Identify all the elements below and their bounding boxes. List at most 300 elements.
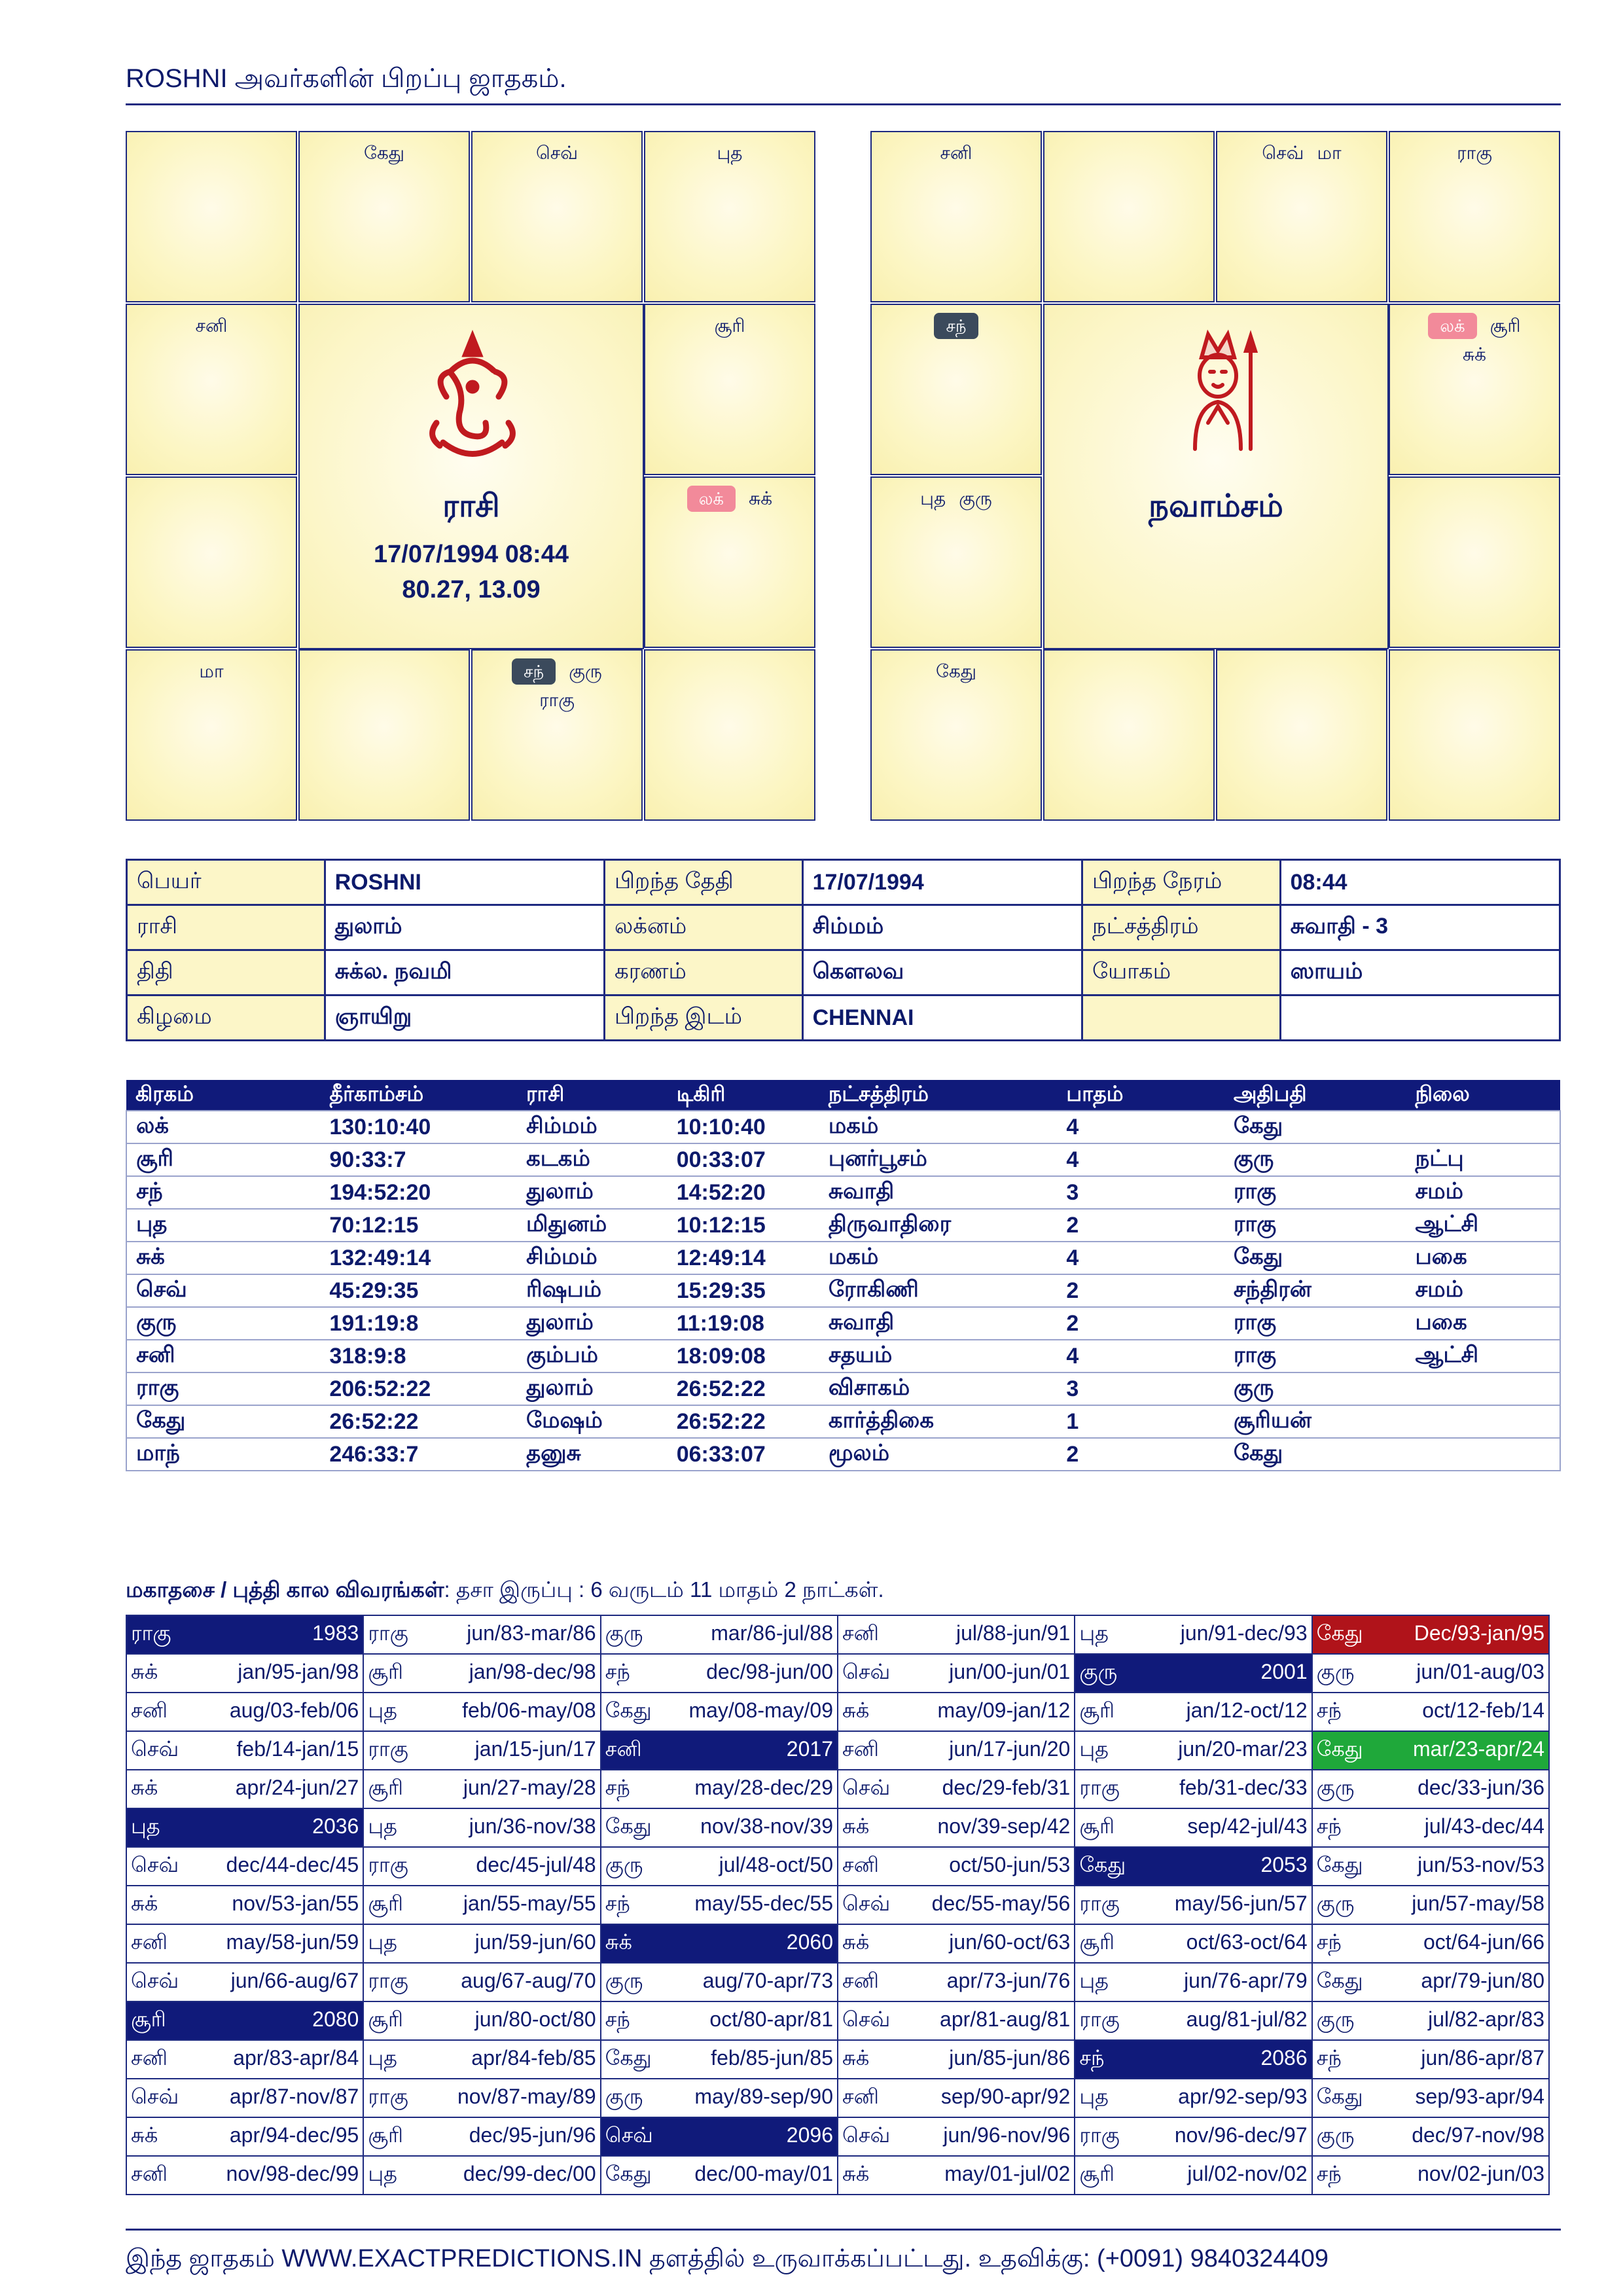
house-cell — [644, 649, 815, 821]
planet-table-cell: சமம் — [1406, 1274, 1560, 1307]
dasa-planet: குரு — [1316, 1776, 1355, 1799]
dasa-planet: குரு — [1316, 2123, 1355, 2147]
planet-table-cell: ஆட்சி — [1406, 1209, 1560, 1242]
planet-label: சூரி — [1489, 315, 1521, 336]
dasa-table — [126, 1615, 1550, 2195]
bhukti-cell — [1075, 1886, 1311, 1924]
bhukti-cell — [601, 1963, 838, 2001]
dasa-planet: புத — [1079, 1969, 1109, 1992]
dasa-row — [126, 1847, 1549, 1886]
planet-table-cell: ராகு — [1224, 1209, 1406, 1242]
dasa-planet: குரு — [1079, 1660, 1118, 1683]
dasa-planet: சுக் — [131, 1776, 158, 1799]
planet-badge: சந் — [512, 658, 556, 685]
dasa-period: jun/17-jun/20 — [949, 1737, 1071, 1761]
dasa-planet: சனி — [842, 1853, 879, 1876]
navamsa-title: நவாம்சம் — [1149, 489, 1283, 524]
dasa-planet: குரு — [1316, 1660, 1355, 1683]
dasa-period: apr/79-jun/80 — [1421, 1969, 1544, 1992]
dasa-heading — [126, 1577, 884, 1605]
bhukti-cell — [838, 1731, 1075, 1770]
dasa-planet: புத — [131, 1814, 160, 1838]
house-planets — [872, 139, 1041, 168]
dasa-planet: செவ் — [131, 2085, 179, 2108]
dasa-period: 2017 — [786, 1737, 833, 1761]
dasa-planet: செவ் — [131, 1737, 179, 1761]
info-label — [1082, 996, 1280, 1041]
dasa-period: jan/12-oct/12 — [1186, 1698, 1308, 1722]
planet-table-cell: தனுசு — [517, 1438, 668, 1471]
dasa-period: nov/39-sep/42 — [937, 1814, 1071, 1838]
house-cell — [471, 649, 643, 821]
planet-table-row — [126, 1307, 1560, 1340]
planet-table-row — [126, 1242, 1560, 1274]
dasa-planet: சனி — [842, 1621, 879, 1645]
bhukti-cell — [1312, 1693, 1549, 1731]
dasa-period: jun/83-mar/86 — [467, 1621, 596, 1645]
dasa-period: jan/55-may/55 — [463, 1892, 596, 1915]
planet-table-cell: 12:49:14 — [668, 1242, 819, 1274]
bhukti-cell — [363, 1847, 600, 1886]
planet-table-cell: 194:52:20 — [320, 1176, 517, 1209]
house-planets — [127, 657, 296, 686]
bhukti-cell — [1312, 1770, 1549, 1808]
dasa-planet: சுக் — [131, 1892, 158, 1915]
dasa-period: feb/31-dec/33 — [1179, 1776, 1308, 1799]
bhukti-cell — [126, 1924, 363, 1963]
dasa-planet: கேது — [1316, 1853, 1363, 1876]
dasa-planet: புத — [1079, 1621, 1109, 1645]
dasa-period: oct/12-feb/14 — [1422, 1698, 1544, 1722]
dasa-planet: சந் — [605, 1892, 630, 1915]
info-value: சுவாதி - 3 — [1280, 905, 1560, 950]
house-planets — [127, 312, 296, 340]
planet-table-cell: 11:19:08 — [668, 1307, 819, 1340]
planet-table-cell — [1406, 1438, 1560, 1471]
bhukti-cell — [363, 1615, 600, 1654]
house-cell — [644, 476, 815, 648]
dasa-period: jun/53-nov/53 — [1418, 1853, 1544, 1876]
dasa-period: dec/99-dec/00 — [463, 2162, 596, 2185]
dasa-planet: சுக் — [842, 2162, 870, 2185]
planet-label: செவ் — [535, 143, 579, 163]
bhukti-cell — [838, 2156, 1075, 2195]
dasa-period: 2086 — [1260, 2046, 1308, 2070]
dasa-period: jan/95-jan/98 — [238, 1660, 359, 1683]
bhukti-cell — [363, 1963, 600, 2001]
dasa-period: jun/86-apr/87 — [1421, 2046, 1544, 2070]
bhukti-cell — [1075, 1808, 1311, 1847]
planet-table-cell: திருவாதிரை — [819, 1209, 1058, 1242]
info-label: கரணம் — [604, 950, 802, 996]
bhukti-cell — [1075, 1963, 1311, 2001]
footer-divider — [126, 2229, 1561, 2231]
rasi-chart — [126, 131, 817, 822]
mahadasa-cell — [1075, 1654, 1311, 1693]
house-cell — [870, 131, 1042, 302]
planet-table-cell: 4 — [1057, 1340, 1224, 1372]
planet-table-cell: 3 — [1057, 1176, 1224, 1209]
bhukti-cell — [126, 2040, 363, 2079]
house-cell — [1043, 131, 1215, 302]
planet-table-cell: சனி — [126, 1340, 320, 1372]
bhukti-cell — [126, 2156, 363, 2195]
dasa-period: dec/98-jun/00 — [706, 1660, 833, 1683]
bhukti-cell — [363, 1808, 600, 1847]
dasa-period: feb/14-jan/15 — [236, 1737, 359, 1761]
bhukti-cell — [838, 1924, 1075, 1963]
dasa-period: sep/93-apr/94 — [1415, 2085, 1544, 2108]
dasa-period: mar/86-jul/88 — [711, 1621, 833, 1645]
dasa-planet: கேது — [1079, 1853, 1126, 1876]
dasa-planet: சந் — [605, 1776, 630, 1799]
house-cell — [126, 476, 297, 648]
planet-table-cell: மகம் — [819, 1111, 1058, 1143]
dasa-planet: சூரி — [1079, 1698, 1115, 1722]
dasa-planet: ராகு — [1079, 2123, 1120, 2147]
house-planets — [872, 657, 1041, 686]
dasa-period: jan/15-jun/17 — [474, 1737, 596, 1761]
dasa-row — [126, 1731, 1549, 1770]
dasa-planet: புத — [368, 2162, 397, 2185]
dasa-heading-bold: மகாதசை / புத்தி கால விவரங்கள் — [126, 1577, 444, 1602]
bhukti-cell — [126, 1886, 363, 1924]
planet-table-row — [126, 1340, 1560, 1372]
house-planets — [645, 139, 814, 168]
planet-table-col-header: கிரகம் — [126, 1080, 320, 1111]
planet-table-cell: சந் — [126, 1176, 320, 1209]
house-cell — [870, 476, 1042, 648]
house-planets — [1217, 139, 1386, 168]
planet-table-row — [126, 1176, 1560, 1209]
planet-table-cell: 10:12:15 — [668, 1209, 819, 1242]
dasa-period: jun/91-dec/93 — [1180, 1621, 1308, 1645]
dasa-row — [126, 1924, 1549, 1963]
house-cell — [298, 131, 470, 302]
planet-label: குரு — [959, 488, 992, 509]
info-value — [1280, 996, 1560, 1041]
dasa-planet: கேது — [1316, 1969, 1363, 1992]
bhukti-cell — [1312, 1963, 1549, 2001]
dasa-period: may/08-may/09 — [688, 1698, 833, 1722]
bhukti-cell — [601, 1693, 838, 1731]
planet-table-cell: 90:33:7 — [320, 1143, 517, 1176]
dasa-period: jun/85-jun/86 — [949, 2046, 1071, 2070]
info-row — [127, 996, 1560, 1041]
rasi-date-time: 17/07/1994 08:44 — [374, 541, 569, 568]
info-label: நட்சத்திரம் — [1082, 905, 1280, 950]
bhukti-cell — [1075, 1693, 1311, 1731]
bhukti-cell — [1312, 2001, 1549, 2040]
dasa-planet: ராகு — [368, 2085, 408, 2108]
info-value: துலாம் — [325, 905, 604, 950]
planet-label: சூரி — [714, 315, 745, 336]
dasa-planet: சனி — [131, 1698, 168, 1722]
bhukti-cell — [838, 2079, 1075, 2117]
dasa-period: may/89-sep/90 — [694, 2085, 833, 2108]
planet-table-cell: நட்பு — [1406, 1143, 1560, 1176]
dasa-planet: சுக் — [842, 1814, 870, 1838]
planet-table-cell: 3 — [1057, 1372, 1224, 1405]
house-cell — [1389, 476, 1560, 648]
planet-label: குரு — [569, 661, 602, 681]
planet-table-cell: 26:52:22 — [668, 1405, 819, 1438]
bhukti-cell — [1312, 2117, 1549, 2156]
dasa-period: jul/02-nov/02 — [1187, 2162, 1308, 2185]
planet-table-cell: சுவாதி — [819, 1176, 1058, 1209]
dasa-planet: சுக் — [605, 1930, 632, 1954]
house-cell — [1216, 649, 1387, 821]
planet-table-cell: மாந் — [126, 1438, 320, 1471]
house-planets — [1390, 139, 1559, 168]
house-planets — [872, 484, 1041, 513]
dasa-planet: கேது — [1316, 1737, 1363, 1761]
bhukti-cell — [363, 1770, 600, 1808]
planet-table-cell: 26:52:22 — [320, 1405, 517, 1438]
house-planets — [1390, 312, 1559, 369]
planet-table-cell: சூரியன் — [1224, 1405, 1406, 1438]
dasa-period: aug/67-aug/70 — [461, 1969, 596, 1992]
planet-table-col-header: நிலை — [1406, 1080, 1560, 1111]
dasa-planet: ராகு — [1079, 2007, 1120, 2031]
mahadasa-cell — [601, 1731, 838, 1770]
house-cell — [471, 131, 643, 302]
navamsa-chart — [870, 131, 1561, 822]
planet-badge: சந் — [934, 313, 978, 339]
planet-label: சுக் — [749, 488, 773, 509]
dasa-period: nov/98-dec/99 — [226, 2162, 359, 2185]
planet-table-col-header: தீர்காம்சம் — [320, 1080, 517, 1111]
dasa-period: oct/63-oct/64 — [1186, 1930, 1308, 1954]
bhukti-cell — [1075, 2079, 1311, 2117]
planet-table-row — [126, 1143, 1560, 1176]
dasa-row — [126, 1770, 1549, 1808]
planet-table-col-header: டிகிரி — [668, 1080, 819, 1111]
planet-table-cell: 14:52:20 — [668, 1176, 819, 1209]
info-label: யோகம் — [1082, 950, 1280, 996]
dasa-period: jun/66-aug/67 — [230, 1969, 359, 1992]
bhukti-cell — [601, 2001, 838, 2040]
planet-table-row — [126, 1274, 1560, 1307]
dasa-planet: செவ் — [842, 1660, 891, 1683]
dasa-planet: கேது — [1316, 2085, 1363, 2108]
dasa-period: aug/81-jul/82 — [1186, 2007, 1308, 2031]
planet-table-cell: 06:33:07 — [668, 1438, 819, 1471]
header-divider — [126, 103, 1561, 105]
dasa-planet: குரு — [605, 1853, 643, 1876]
dasa-period: jul/82-apr/83 — [1428, 2007, 1544, 2031]
dasa-planet: குரு — [605, 1621, 643, 1645]
dasa-period: aug/70-apr/73 — [702, 1969, 833, 1992]
dasa-row — [126, 2001, 1549, 2040]
navamsa-center — [1043, 304, 1389, 649]
dasa-planet: புத — [368, 2046, 397, 2070]
planet-table-cell: கார்த்திகை — [819, 1405, 1058, 1438]
bhukti-cell — [126, 1693, 363, 1731]
mahadasa-cell — [126, 2001, 363, 2040]
dasa-planet: செவ் — [842, 2123, 891, 2147]
dasa-period: may/55-dec/55 — [694, 1892, 833, 1915]
footer-text: இந்த ஜாதகம் WWW.EXACTPREDICTIONS.IN தளத்தில் உருவாக்கப்பட்டது. உதவிக்கு: (+0091) 9840324409 — [126, 2245, 1329, 2272]
dasa-planet: சூரி — [368, 2007, 403, 2031]
planet-label: ராகு — [539, 690, 575, 710]
bhukti-cell — [363, 2079, 600, 2117]
info-value: ஸாயம் — [1280, 950, 1560, 996]
planet-table-cell: துலாம் — [517, 1176, 668, 1209]
dasa-planet: சுக் — [842, 1698, 870, 1722]
dasa-planet: ராகு — [368, 1621, 408, 1645]
planet-table-cell: கடகம் — [517, 1143, 668, 1176]
dasa-row — [126, 1808, 1549, 1847]
bhukti-cell — [1312, 1731, 1549, 1770]
dasa-period: dec/95-jun/96 — [469, 2123, 596, 2147]
dasa-period: dec/55-may/56 — [931, 1892, 1071, 1915]
bhukti-cell — [126, 1731, 363, 1770]
planet-table-cell: 130:10:40 — [320, 1111, 517, 1143]
planet-table-cell: கேது — [126, 1405, 320, 1438]
dasa-period: may/09-jan/12 — [937, 1698, 1071, 1722]
planet-table-cell: சிம்மம் — [517, 1242, 668, 1274]
planet-badge: லக் — [687, 486, 736, 512]
planet-label: ராகு — [1457, 143, 1492, 163]
planet-table-cell: 2 — [1057, 1438, 1224, 1471]
dasa-planet: சூரி — [368, 1776, 403, 1799]
dasa-planet: செவ் — [842, 1892, 891, 1915]
dasa-planet: சந் — [1316, 1698, 1342, 1722]
bhukti-cell — [1312, 1654, 1549, 1693]
dasa-period: oct/64-jun/66 — [1423, 1930, 1544, 1954]
dasa-period: apr/73-jun/76 — [946, 1969, 1071, 1992]
dasa-planet: கேது — [605, 1814, 652, 1838]
planet-table-cell: சிம்மம் — [517, 1111, 668, 1143]
planet-label: கேது — [363, 143, 405, 163]
house-planets — [645, 312, 814, 340]
dasa-period: aug/03-feb/06 — [229, 1698, 359, 1722]
info-label: பெயர் — [127, 860, 325, 905]
dasa-period: jun/36-nov/38 — [469, 1814, 596, 1838]
bhukti-cell — [601, 1654, 838, 1693]
planet-table-cell: 10:10:40 — [668, 1111, 819, 1143]
dasa-planet: புத — [368, 1930, 397, 1954]
mahadasa-cell — [601, 2117, 838, 2156]
birth-info-table — [126, 859, 1561, 1041]
planet-table-cell: மூலம் — [819, 1438, 1058, 1471]
info-value: சுக்ல. நவமி — [325, 950, 604, 996]
dasa-planet: சுக் — [131, 1660, 158, 1683]
planet-table-cell: குரு — [1224, 1372, 1406, 1405]
planet-table-cell: சந்திரன் — [1224, 1274, 1406, 1307]
dasa-period: jun/27-may/28 — [463, 1776, 596, 1799]
planet-table-cell: கேது — [1224, 1111, 1406, 1143]
dasa-period: jun/76-apr/79 — [1184, 1969, 1308, 1992]
planet-label: சனி — [940, 143, 972, 163]
dasa-period: jun/60-oct/63 — [949, 1930, 1071, 1954]
bhukti-cell — [838, 1654, 1075, 1693]
dasa-row — [126, 1963, 1549, 2001]
dasa-planet: சூரி — [1079, 1930, 1115, 1954]
dasa-planet: கேது — [1316, 1621, 1363, 1645]
dasa-planet: சனி — [842, 1969, 879, 1992]
bhukti-cell — [1312, 1886, 1549, 1924]
info-label: லக்னம் — [604, 905, 802, 950]
dasa-period: jul/48-oct/50 — [719, 1853, 833, 1876]
dasa-planet: சுக் — [131, 2123, 158, 2147]
planet-table-cell: பகை — [1406, 1307, 1560, 1340]
info-label: ராசி — [127, 905, 325, 950]
planet-table-cell: ராகு — [1224, 1307, 1406, 1340]
bhukti-cell — [1075, 1770, 1311, 1808]
bhukti-cell — [838, 2001, 1075, 2040]
bhukti-cell — [601, 2040, 838, 2079]
bhukti-cell — [1075, 1615, 1311, 1654]
dasa-period: may/28-dec/29 — [694, 1776, 833, 1799]
info-row — [127, 950, 1560, 996]
info-value: 17/07/1994 — [802, 860, 1082, 905]
planet-table-cell: 70:12:15 — [320, 1209, 517, 1242]
planet-table-cell: 1 — [1057, 1405, 1224, 1438]
bhukti-cell — [1075, 1731, 1311, 1770]
dasa-period: jun/80-oct/80 — [474, 2007, 596, 2031]
dasa-planet: ராகு — [368, 1853, 408, 1876]
dasa-planet: சூரி — [368, 1660, 403, 1683]
dasa-planet: புத — [368, 1698, 397, 1722]
planet-table-col-header: ராசி — [517, 1080, 668, 1111]
dasa-planet: சந் — [1316, 2046, 1342, 2070]
planet-table-cell: பகை — [1406, 1242, 1560, 1274]
bhukti-cell — [601, 1770, 838, 1808]
planet-label: சுக் — [1462, 344, 1487, 365]
bhukti-cell — [1312, 1847, 1549, 1886]
info-row — [127, 860, 1560, 905]
dasa-period: 2053 — [1260, 1853, 1308, 1876]
dasa-planet: சனி — [131, 1930, 168, 1954]
bhukti-cell — [1075, 1924, 1311, 1963]
house-cell — [870, 649, 1042, 821]
planet-table-cell: 2 — [1057, 1209, 1224, 1242]
planet-table-cell: 4 — [1057, 1242, 1224, 1274]
dasa-planet: சூரி — [1079, 2162, 1115, 2185]
dasa-period: 2036 — [312, 1814, 359, 1838]
bhukti-cell — [363, 1654, 600, 1693]
dasa-planet: சூரி — [131, 2007, 166, 2031]
dasa-planet: குரு — [1316, 2007, 1355, 2031]
dasa-period: 1983 — [312, 1621, 359, 1645]
planet-table-cell: துலாம் — [517, 1372, 668, 1405]
planet-table-cell: ஆட்சி — [1406, 1340, 1560, 1372]
dasa-period: 2080 — [312, 2007, 359, 2031]
dasa-planet: புத — [1079, 2085, 1109, 2108]
planet-label: புத — [920, 488, 946, 509]
house-planets — [872, 312, 1041, 340]
dasa-planet: குரு — [605, 1969, 643, 1992]
house-cell — [126, 131, 297, 302]
planet-table-cell: 18:09:08 — [668, 1340, 819, 1372]
house-planets — [645, 484, 814, 513]
bhukti-cell — [838, 2040, 1075, 2079]
house-cell — [1389, 304, 1560, 475]
dasa-planet: சந் — [1316, 2162, 1342, 2185]
dasa-period: jul/88-jun/91 — [955, 1621, 1071, 1645]
bhukti-cell — [838, 1615, 1075, 1654]
bhukti-cell — [838, 1886, 1075, 1924]
dasa-row — [126, 2079, 1549, 2117]
bhukti-cell — [1312, 1924, 1549, 1963]
info-value: ROSHNI — [325, 860, 604, 905]
planet-label: மா — [199, 661, 224, 681]
planet-table-cell: விசாகம் — [819, 1372, 1058, 1405]
house-cell — [644, 304, 815, 475]
planet-table-cell: 132:49:14 — [320, 1242, 517, 1274]
